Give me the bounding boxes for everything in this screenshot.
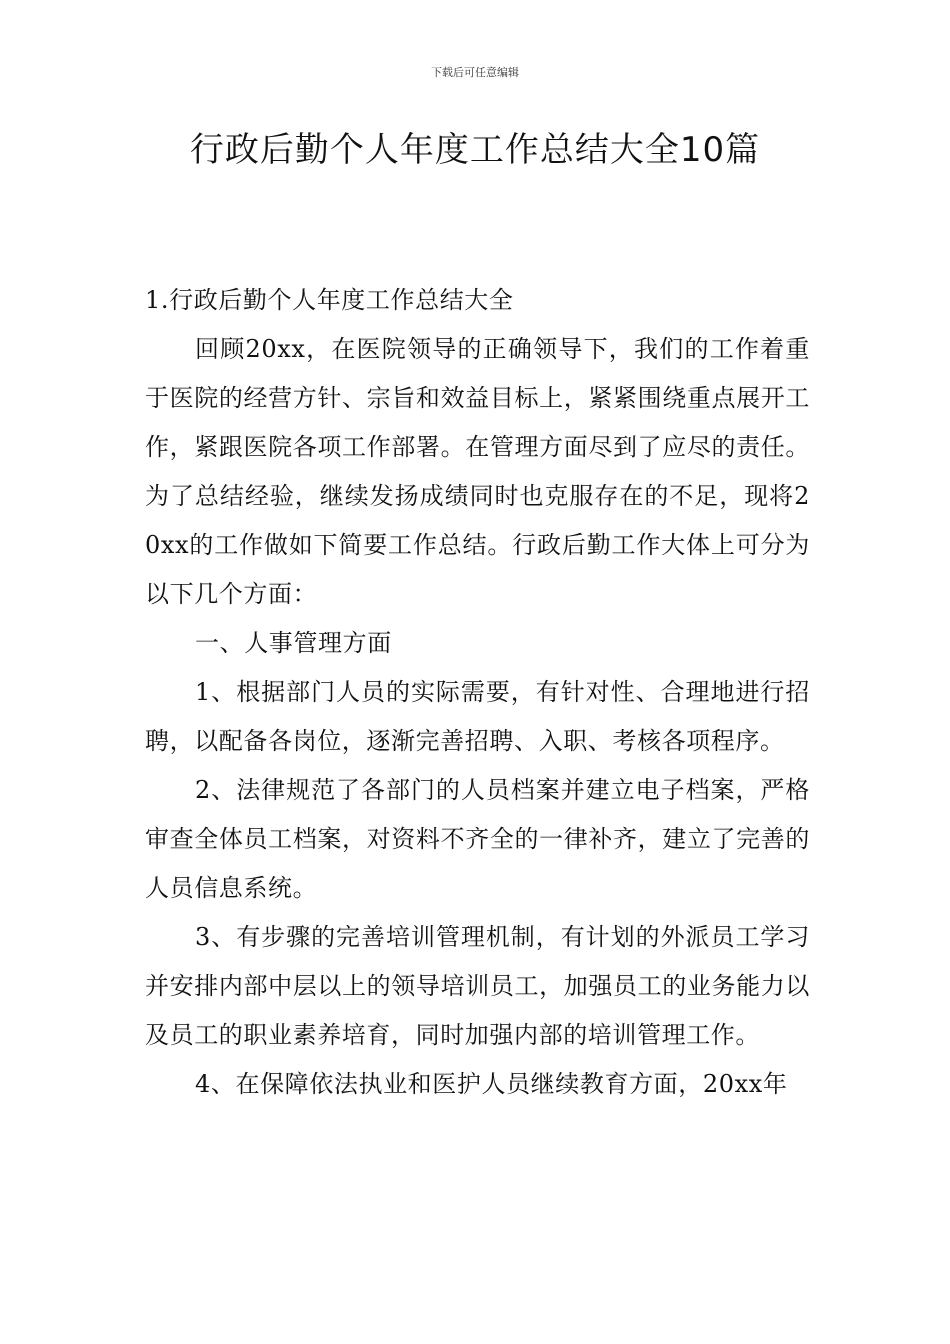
page-title: 行政后勤个人年度工作总结大全10篇 bbox=[189, 130, 761, 170]
paragraph-intro: 回顾20xx，在医院领导的正确领导下，我们的工作着重于医院的经营方针、宗旨和效益目标上，紧紧围绕重点展开工作，紧跟医院各项工作部署。在管理方面尽到了应尽的责任。为了总结经验，继续发扬成绩同时也克服存在的不足，现将20xx的工作做如下简要工作总结。行政后勤工作大体上可分为以下几个方面： bbox=[145, 335, 810, 608]
paragraph-item-2: 2、法律规范了各部门的人员档案并建立电子档案，严格审查全体员工档案，对资料不齐全的一律补齐，建立了完善的人员信息系统。 bbox=[145, 776, 810, 902]
paragraph-item-1: 1、根据部门人员的实际需要，有针对性、合理地进行招聘，以配备各岗位，逐渐完善招聘、入职、考核各项程序。 bbox=[145, 678, 810, 755]
document-body bbox=[145, 276, 810, 1109]
paragraph-item-3: 3、有步骤的完善培训管理机制，有计划的外派员工学习并安排内部中层以上的领导培训员工，加强员工的业务能力以及员工的职业素养培育，同时加强内部的培训管理工作。 bbox=[145, 923, 810, 1049]
header-note: 下载后可任意编辑 bbox=[431, 66, 519, 79]
paragraph-item-4: 4、在保障依法执业和医护人员继续教育方面，20xx年 bbox=[195, 1070, 788, 1098]
subheading-personnel: 一、人事管理方面 bbox=[195, 629, 392, 657]
section-heading: 1.行政后勤个人年度工作总结大全 bbox=[145, 286, 514, 314]
